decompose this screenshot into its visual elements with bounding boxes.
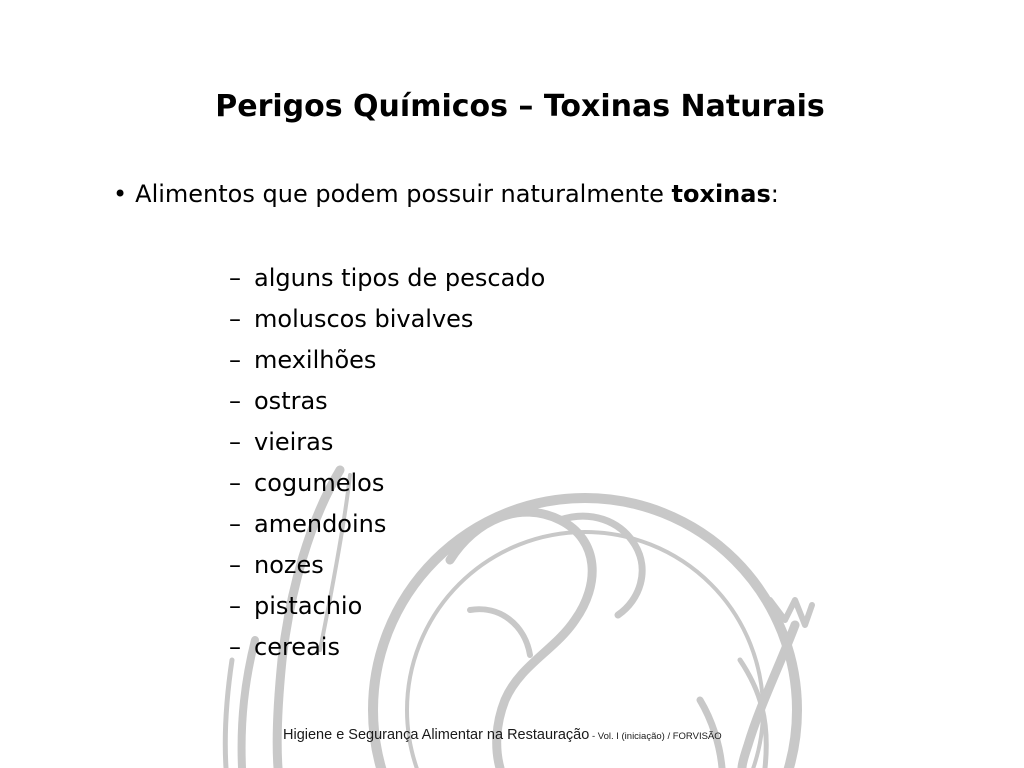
dash-marker: –: [229, 305, 241, 333]
footer-subtitle: - Vol. I (iniciação) / FORVISÃO: [589, 731, 722, 742]
list-item-text: nozes: [254, 551, 324, 579]
list-item: [229, 258, 545, 299]
footer: [283, 726, 722, 744]
dash-marker: –: [229, 592, 241, 620]
lead-text: Alimentos que podem possuir naturalmente: [135, 180, 672, 208]
list-item-text: vieiras: [254, 428, 334, 456]
dash-marker: –: [229, 551, 241, 579]
list-item-text: moluscos bivalves: [254, 305, 474, 333]
dash-marker: –: [229, 387, 241, 415]
list-item: [229, 504, 545, 545]
list-item-text: mexilhões: [254, 346, 377, 374]
dash-marker: –: [229, 633, 241, 661]
list-item-text: pistachio: [254, 592, 363, 620]
food-list: [229, 258, 545, 668]
list-item-text: cogumelos: [254, 469, 385, 497]
slide-title: Perigos Químicos – Toxinas Naturais: [215, 89, 825, 124]
list-item-text: ostras: [254, 387, 328, 415]
bullet-marker: •: [113, 180, 128, 208]
dash-marker: –: [229, 428, 241, 456]
list-item: [229, 340, 545, 381]
lead-suffix: :: [770, 180, 779, 208]
list-item: [229, 422, 545, 463]
dash-marker: –: [229, 346, 241, 374]
dash-marker: –: [229, 469, 241, 497]
lead-bullet-line: [113, 176, 779, 212]
list-item: [229, 586, 545, 627]
list-item-text: cereais: [254, 633, 340, 661]
list-item: [229, 299, 545, 340]
list-item: [229, 545, 545, 586]
footer-title: Higiene e Segurança Alimentar na Restauração: [283, 727, 590, 743]
dash-marker: –: [229, 264, 241, 292]
list-item: [229, 463, 545, 504]
list-item-text: alguns tipos de pescado: [254, 264, 546, 292]
dash-marker: –: [229, 510, 241, 538]
list-item: [229, 381, 545, 422]
list-item: [229, 627, 545, 668]
lead-emphasis: toxinas: [671, 180, 771, 208]
list-item-text: amendoins: [254, 510, 387, 538]
